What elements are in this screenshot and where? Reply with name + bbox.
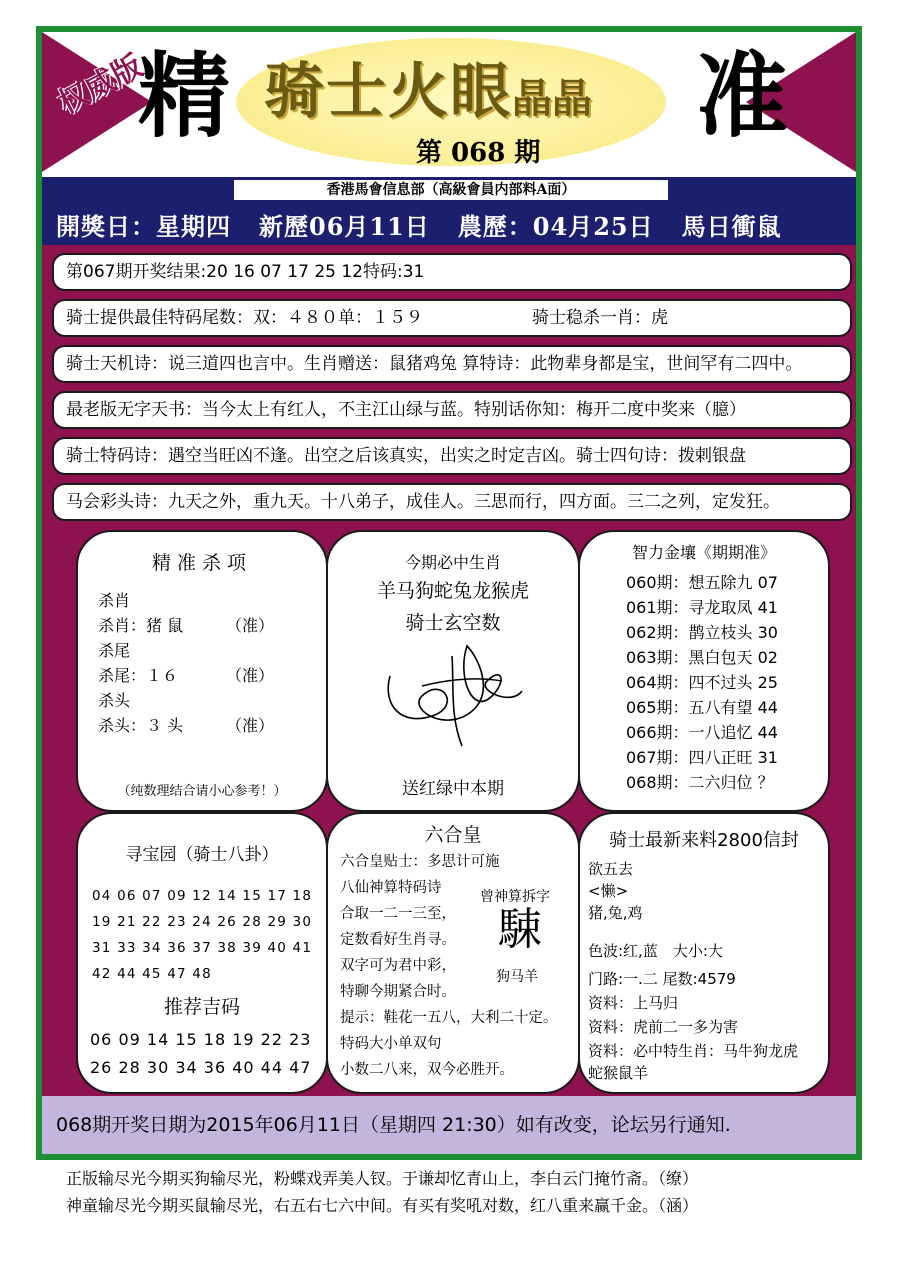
letters-panel [578, 812, 830, 1094]
letters-line: 色波:红,蓝 大小:大 [588, 942, 723, 960]
liuhehuang-line: 提示：鞋花一五八，大利二十定。 [340, 1010, 558, 1026]
liuhehuang-line: 定数看好生肖寻。 [340, 932, 456, 948]
kill-row-tag: （准） [226, 716, 275, 735]
liuhehuang-line: 特码大小单双句 [340, 1036, 442, 1052]
kill-row-text: 杀肖：猪 鼠 [98, 616, 184, 635]
wisdom-row: 063期：黑白包天 02 [626, 648, 778, 667]
kill-row-text: 杀头 [98, 691, 131, 710]
liuhehuang-panel [326, 812, 580, 1094]
poster-header [42, 32, 856, 177]
treasure-panel-title: 寻宝园（骑士八卦） [125, 845, 279, 865]
number-row: 04 06 07 09 12 14 15 17 18 [92, 888, 313, 904]
title-char-right: 准 [696, 42, 789, 150]
liuhehuang-line: 特聊今期紧合时。 [340, 984, 456, 1000]
kill-row [98, 688, 130, 711]
bottom-poem-2: 神童输尽光今期买鼠输尽光，右五右七六中间。有买有奖吼对数，红八重来赢千金。（涵） [66, 1196, 699, 1215]
split-char-label: 曾神算拆字 [480, 889, 550, 905]
liuhehuang-line: 双字可为君中彩， [340, 958, 456, 974]
lunar-date: 農歷：04月25日 [457, 212, 654, 241]
kill-panel-title: 精准杀项 [151, 552, 252, 574]
recommended-title: 推荐吉码 [163, 996, 240, 1018]
letters-line: 蛇猴鼠羊 [588, 1064, 649, 1082]
info-bar [42, 177, 856, 245]
result-line: 第067期开奖结果:20 16 07 17 25 12特码:31 [52, 253, 852, 291]
recommended-row: 06 09 14 15 18 19 22 23 [90, 1030, 312, 1049]
draw-day: 開獎日：星期四 [56, 212, 231, 241]
special-poem-line: 骑士特码诗：遇空当旺凶不逢。出空之后该真实，出实之时定吉凶。骑士四句诗：拨剌银盘 [52, 437, 852, 475]
content-body [42, 245, 856, 1096]
wisdom-row: 062期：鹊立枝头 30 [626, 623, 778, 642]
wisdom-row: 067期：四八正旺 31 [626, 748, 778, 767]
page-title [264, 57, 592, 127]
kill-row [98, 713, 275, 736]
title-char-left: 精 [138, 42, 231, 150]
tail-numbers: 骑士提供最佳特码尾数：双：４８０单：１５９ [66, 308, 423, 328]
kill-row-tag: （准） [226, 616, 275, 635]
clash-note: 馬日衝鼠 [681, 212, 782, 241]
number-row: 19 21 22 23 24 26 28 29 30 [92, 914, 313, 930]
edition-tag: 权威版 [52, 48, 149, 122]
title-small: 晶晶 [512, 75, 592, 122]
liuhehuang-title: 六合皇 [424, 824, 482, 846]
kill-row [98, 638, 130, 661]
draw-date-line [56, 207, 810, 242]
kill-panel-note: （纯数理结合请小心参考！） [117, 784, 287, 799]
publisher-label: 香港馬會信息部（高級會員内部料A面） [234, 180, 668, 200]
signature-scribble [382, 636, 532, 756]
zodiac-subheading: 骑士玄空数 [405, 612, 501, 634]
wisdom-panel-title: 智力金壤《期期准》 [631, 543, 776, 562]
kill-row-text: 杀尾：１６ [98, 666, 179, 685]
kill-row [98, 663, 275, 686]
tail-line [52, 299, 852, 337]
kill-row [98, 588, 130, 611]
wisdom-panel [578, 530, 830, 812]
split-char-glyph: 駷 [498, 904, 542, 955]
wisdom-row: 061期：寻龙取凤 41 [626, 598, 778, 617]
letters-line: 资料：虎前二一多为害 [588, 1018, 739, 1036]
zodiac-heading: 今期必中生肖 [404, 553, 501, 572]
footer-notice-bar [42, 1096, 856, 1154]
letters-line: 门路:一.二 尾数:4579 [588, 970, 736, 988]
wisdom-row: 060期：想五除九 07 [626, 573, 778, 592]
wordless-book-line: 最老版无字天书：当今太上有红人，不主江山绿与蓝。特别话你知：梅开二度中奖来（臆） [52, 391, 852, 429]
number-row: 42 44 45 47 48 [92, 966, 212, 982]
kill-panel [76, 530, 328, 812]
wisdom-row: 068期：二六归位 ？ [626, 773, 774, 792]
recommended-row: 26 28 30 34 36 40 44 47 [90, 1058, 312, 1077]
solar-date: 新歷06月11日 [259, 212, 430, 241]
liuhehuang-line: 八仙神算特码诗 [340, 880, 442, 896]
kill-row-tag: （准） [226, 666, 275, 685]
zodiac-panel [326, 530, 580, 812]
horse-poem-line: 马会彩头诗：九天之外，重九天。十八弟子，成佳人。三思而行，四方面。三二之列，定发狂。 [52, 483, 852, 521]
heaven-poem-line: 骑士天机诗：说三道四也言中。生肖赠送：鼠猪鸡兔 算特诗：此物辈身都是宝，世间罕有二四中。 [52, 345, 852, 383]
letters-line: 资料：上马归 [588, 994, 679, 1012]
liuhehuang-line: 合取一二一三至， [340, 906, 456, 922]
liuhehuang-line: 六合皇贴士：多思计可施 [340, 854, 500, 870]
letters-line: 欲五去 [588, 860, 634, 878]
title-main: 骑士火眼 [264, 57, 512, 127]
letters-panel-title: 骑士最新来料2800信封 [609, 830, 799, 851]
kill-row-text: 杀肖 [98, 591, 131, 610]
zodiac-list: 羊马狗蛇兔龙猴虎 [376, 580, 529, 602]
kill-row-text: 杀尾 [98, 641, 131, 660]
split-char-answer: 狗马羊 [496, 969, 538, 985]
wisdom-row: 064期：四不过头 25 [626, 673, 778, 692]
bottom-poem-1: 正版输尽光今期买狗输尽光，粉蝶戏弄美人钗。于谦却忆青山上，李白云门掩竹斋。（缭） [66, 1169, 699, 1188]
letters-line: <懒> [588, 882, 629, 900]
treasure-panel [76, 812, 328, 1094]
issue-number: 第 068 期 [416, 138, 541, 168]
kill-one-zodiac: 骑士稳杀一肖：虎 [532, 308, 668, 328]
kill-row [98, 613, 275, 636]
wisdom-row: 066期：一八追忆 44 [626, 723, 778, 742]
zodiac-footer: 送红绿中本期 [402, 779, 504, 799]
liuhehuang-line: 小数二八来，双今必胜开。 [340, 1062, 514, 1078]
footer-notice: 068期开奖日期为2015年06月11日（星期四 21:30）如有改变，论坛另行通知. [56, 1114, 731, 1136]
letters-line: 猪,兔,鸡 [588, 904, 643, 922]
wisdom-row: 065期：五八有望 44 [626, 698, 778, 717]
poster-frame [36, 26, 862, 1160]
kill-row-text: 杀头：３ 头 [98, 716, 184, 735]
number-row: 31 33 34 36 37 38 39 40 41 [92, 940, 313, 956]
letters-line: 资料：必中特生肖：马牛狗龙虎 [588, 1042, 799, 1060]
